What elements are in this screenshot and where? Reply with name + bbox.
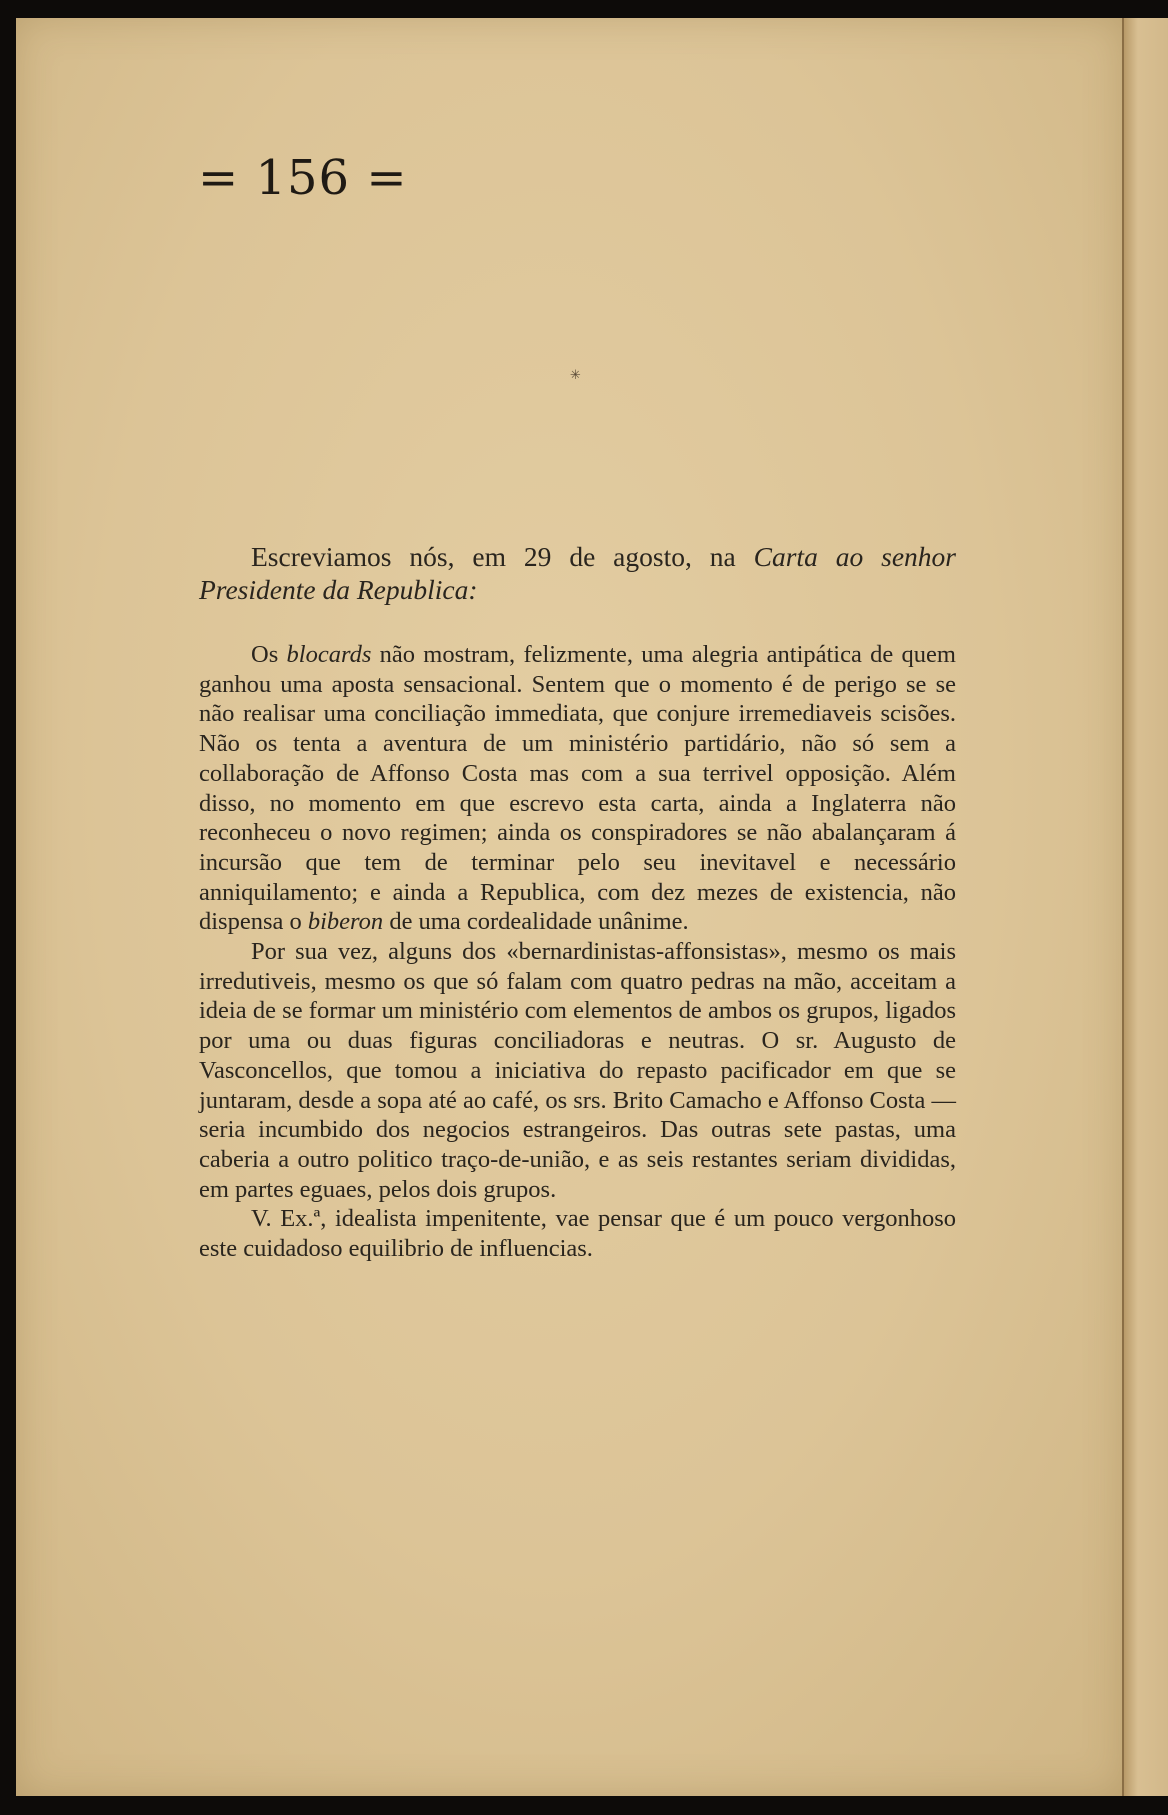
quote-1-text-a: Os <box>251 641 287 668</box>
intro-paragraph <box>199 540 956 606</box>
intro-text: Escreviamos nós, em 29 de agosto, na <box>251 541 754 572</box>
quote-paragraph-1 <box>199 640 956 937</box>
quote-1-text-b: não mostram, felizmente, uma alegria antipática de quem ganhou uma aposta sensacional. Sentem que o momento é de perigo se se não realisar uma conciliação immediata, que conjure irremediaveis scisões. Não os tenta a aventura de um ministério partidário, não só sem a collaboração de Affonso Costa mas com a sua terrivel opposição. Além disso, no momento em que escrevo esta carta, ainda a Inglaterra não reconheceu o novo regimen; ainda os conspiradores se não abalançaram á incursão que tem de terminar pelo seu inevitavel e necessário anniquilamento; e ainda a Republica, com dez mezes de existencia, não dispensa o <box>199 641 956 936</box>
quote-1-italic-blocards: blocards <box>286 641 372 668</box>
quote-paragraph-3: V. Ex.ª, idealista impenitente, vae pensar que é um pouco vergonhoso este cuidadoso equilibrio de influencias. <box>199 1205 956 1263</box>
intro-italic-title: Carta ao senhor Presidente da Republica: <box>199 541 957 605</box>
asterisk-mark: ✳ <box>570 368 581 383</box>
quote-1-text-c: de uma cordealidade unânime. <box>383 908 689 936</box>
text-body <box>199 540 956 1264</box>
next-page-edge <box>1122 18 1168 1796</box>
page-number: = 156 = <box>198 150 408 206</box>
quote-paragraph-2: Por sua vez, alguns dos «bernardinistas-affonsistas», mesmo os mais irredutiveis, mesmo os que só falam com quatro pedras na mão, acceitam a ideia de se formar um ministério com elementos de ambos os grupos, ligados por uma ou duas figuras conciliadoras e neutras. O sr. Augusto de Vasconcellos, que tomou a iniciativa do repasto pacificador em que se juntaram, desde a sopa até ao café, os srs. Brito Camacho e Affonso Costa — seria incumbido dos negocios estrangeiros. Das outras sete pastas, uma caberia a outro politico traço-de-união, e as seis restantes seriam divididas, em partes eguaes, pelos dois grupos. <box>199 938 956 1203</box>
quote-1-italic-biberon: biberon <box>307 908 384 936</box>
